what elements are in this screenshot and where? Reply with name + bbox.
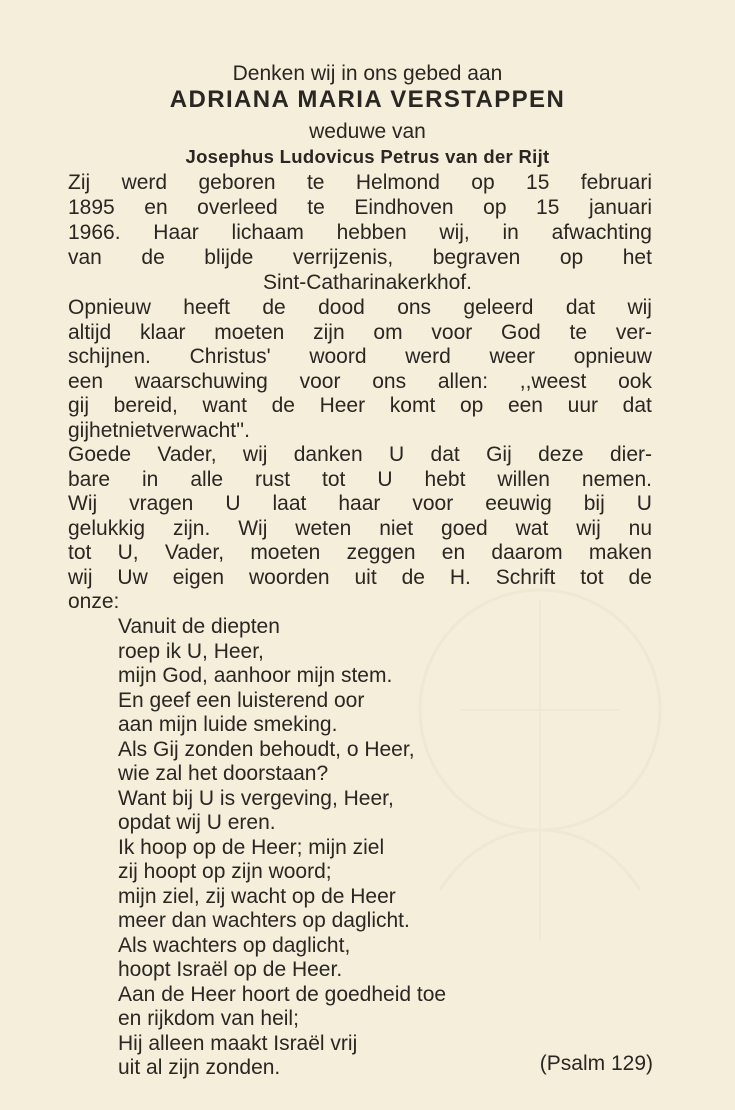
intro-line: Denken wij in ons gebed aan <box>232 62 503 85</box>
prayer-line: Wij vragen U laat haar voor eeuwig bij U <box>68 492 652 515</box>
psalm-line: En geef een luisterend oor <box>118 688 365 712</box>
psalm-line: Als wachters op daglicht, <box>118 933 351 957</box>
prayer-line: gelukkig zijn. Wij weten niet goed wat wij nu <box>68 516 652 540</box>
psalm-line: mijn God, aanhoor mijn stem. <box>118 664 393 687</box>
psalm-line: Aan de Heer hoort de goedheid toe <box>118 982 447 1006</box>
psalm-line: meer dan wachters op daglicht. <box>118 909 410 932</box>
reflection-line: Opnieuw heeft de dood ons geleerd dat wij <box>68 296 652 319</box>
prayer-line: wij Uw eigen woorden uit de H. Schrift tot de <box>68 565 652 589</box>
reflection-line: gijhetnietverwacht''. <box>68 418 250 442</box>
psalm-line: Want bij U is vergeving, Heer, <box>118 786 394 810</box>
bio-line: van de blijde verrijzenis, begraven op het <box>68 246 652 269</box>
faint-watermark-illustration <box>360 560 720 980</box>
psalm-line: aan mijn luide smeking. <box>118 713 338 736</box>
psalm-line: roep ik U, Heer, <box>118 639 264 663</box>
reflection-line: een waarschuwing voor ons allen: ,,weest ook <box>68 369 652 393</box>
spouse-name: Josephus Ludovicus Petrus van der Rijt <box>185 146 550 167</box>
prayer-line: bare in alle rust tot U hebt willen nemen. <box>68 467 652 491</box>
prayer-line: Goede Vader, wij danken U dat Gij deze dier- <box>68 443 652 466</box>
deceased-name: ADRIANA MARIA VERSTAPPEN <box>169 86 566 113</box>
psalm-line: hoopt Israël op de Heer. <box>118 958 343 981</box>
reflection-line: schijnen. Christus' woord werd weer opnieuw <box>68 345 652 368</box>
bio-line: Sint-Catharinakerkhof. <box>263 271 472 294</box>
psalm-line: uit al zijn zonden. <box>118 1056 281 1079</box>
psalm-line: Ik hoop op de Heer; mijn ziel <box>118 835 385 859</box>
psalm-line: Hij alleen maakt Israël vrij <box>118 1031 358 1055</box>
psalm-line: mijn ziel, zij wacht op de Heer <box>118 884 396 908</box>
widow-of-line: weduwe van <box>309 120 426 143</box>
psalm-line: en rijkdom van heil; <box>118 1007 299 1030</box>
prayer-line: tot U, Vader, moeten zeggen en daarom maken <box>68 541 652 564</box>
bio-line: 1966. Haar lichaam hebben wij, in afwachting <box>68 221 652 244</box>
psalm-line: Vanuit de diepten <box>118 615 280 638</box>
bio-line: 1895 en overleed te Eindhoven op 15 januari <box>68 196 652 219</box>
psalm-line: Als Gij zonden behoudt, o Heer, <box>118 737 415 761</box>
psalm-line: opdat wij U eren. <box>118 811 276 834</box>
prayer-line: onze: <box>68 590 120 613</box>
reflection-line: gij bereid, want de Heer komt op een uur dat <box>68 394 652 417</box>
psalm-reference: (Psalm 129) <box>539 1052 653 1075</box>
psalm-line: wie zal het doorstaan? <box>118 762 329 785</box>
bio-line: Zij werd geboren te Helmond op 15 februari <box>68 171 652 194</box>
reflection-line: altijd klaar moeten zijn om voor God te ver- <box>68 320 652 344</box>
psalm-line: zij hoopt op zijn woord; <box>118 860 332 883</box>
